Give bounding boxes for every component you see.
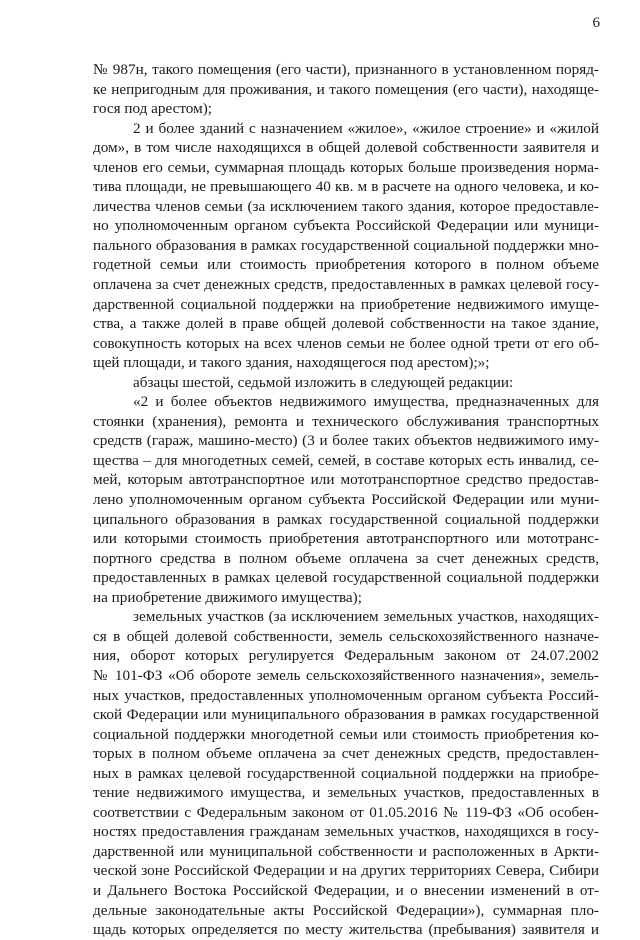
text-line: ния, оборот которых регулируется Федеральным законом от 24.07.2002 — [93, 647, 599, 665]
text-line: ке непригодным для проживания, и такого помещения (его части), находяще- — [93, 80, 599, 98]
text-line: щадь которых определяется по месту жительства (пребывания) заявителя и — [93, 921, 599, 939]
text-line: «2 и более объектов недвижимого имущества, предназначенных для — [133, 393, 599, 411]
text-line: гося под арестом); — [93, 100, 212, 118]
text-line: предоставленных в рамках целевой государственной социальной поддержки — [93, 569, 599, 587]
text-line: земельных участков (за исключением земельных участков, находящих- — [133, 608, 599, 626]
text-line: но уполномоченным органом субъекта Российской Федерации или муници- — [93, 217, 599, 235]
text-line: ческой зоне Российской Федерации и на других территориях Севера, Сибири — [93, 862, 599, 880]
text-line: совокупность которых на всех членов семьи не более одной трети от его об- — [93, 334, 599, 352]
text-line: ципального образования в рамках государственной социальной поддержки — [93, 510, 599, 528]
text-line: № 101-ФЗ «Об обороте земель сельскохозяйственного назначения», земель- — [93, 666, 599, 684]
text-line: пального образования в рамках государственной социальной поддержки мно- — [93, 236, 599, 254]
text-line: дарственной или муниципальной собственности и расположенных в Аркти- — [93, 842, 599, 860]
text-line: дарственной социальной поддержки на приобретение недвижимого имуще- — [93, 295, 599, 313]
text-line: мей, которым автотранспортное или мототранспортное средство предостав- — [93, 471, 599, 489]
body-text — [93, 60, 599, 940]
text-line: портного средства в полном объеме оплачена за счет денежных средств, — [93, 549, 599, 567]
text-line: 2 и более зданий с назначением «жилое», «жилое строение» и «жилой — [133, 119, 599, 137]
text-line: торых в полном объеме оплачена за счет денежных средств, предоставлен- — [93, 745, 599, 763]
text-line: личества членов семьи (за исключением такого здания, которое предоставле- — [93, 197, 599, 215]
text-line: щей площади, и такого здания, находящегося под арестом);»; — [93, 354, 490, 372]
text-line: стоянки (хранения), ремонта и технического обслуживания транспортных — [93, 412, 599, 430]
text-line: средств (гараж, машино-место) (3 и более таких объектов недвижимого иму- — [93, 432, 599, 450]
text-line: ных участков, предоставленных уполномоченным органом субъекта Россий- — [93, 686, 599, 704]
text-line: лено уполномоченным органом субъекта Российской Федерации или муни- — [93, 491, 599, 509]
text-line: ностях предоставления гражданам земельных участков, находящихся в госу- — [93, 823, 599, 841]
text-line: членов его семьи, суммарная площадь которых больше произведения норма- — [93, 158, 599, 176]
text-line: абзацы шестой, седьмой изложить в следующей редакции: — [133, 373, 514, 391]
text-line: ской Федерации или муниципального образования в рамках государственной — [93, 706, 599, 724]
text-line: оплачена за счет денежных средств, предоставленных в рамках целевой госу- — [93, 276, 599, 294]
text-line: на приобретение движимого имущества); — [93, 588, 362, 606]
text-line: тива площади, не превышающего 40 кв. м в расчете на одного человека, и ко- — [93, 178, 599, 196]
text-line: дом», в том числе находящихся в общей долевой собственности заявителя и — [93, 139, 599, 157]
text-line: соответствии с Федеральным законом от 01.05.2016 № 119-ФЗ «Об особен- — [93, 803, 599, 821]
text-line: и Дальнего Востока Российской Федерации, и о внесении изменений в от- — [93, 881, 599, 899]
text-line: № 987н, такого помещения (его части), признанного в установленном поряд- — [93, 61, 599, 78]
text-line: или которыми стоимость приобретения автотранспортного или мототранс- — [93, 530, 599, 548]
page-number: 6 — [592, 15, 600, 31]
text-line: годетной семьи или стоимость приобретения которого в полном объеме — [93, 256, 599, 274]
text-line: ных в рамках целевой государственной социальной поддержки на приобре- — [93, 764, 599, 782]
text-line: ся в общей долевой собственности, земель сельскохозяйственного назначе- — [93, 627, 599, 645]
text-line: ства, а также долей в праве общей долевой собственности на такое здание, — [93, 315, 599, 333]
text-line: щества – для многодетных семей, семей, в составе которых есть инвалид, се- — [93, 451, 599, 469]
text-line: социальной поддержки многодетной семьи или стоимость приобретения ко- — [93, 725, 599, 743]
text-line: тение недвижимого имущества, и земельных участков, предоставленных в — [93, 784, 599, 802]
text-line: дельные законодательные акты Российской Федерации»), суммарная пло- — [93, 901, 599, 919]
